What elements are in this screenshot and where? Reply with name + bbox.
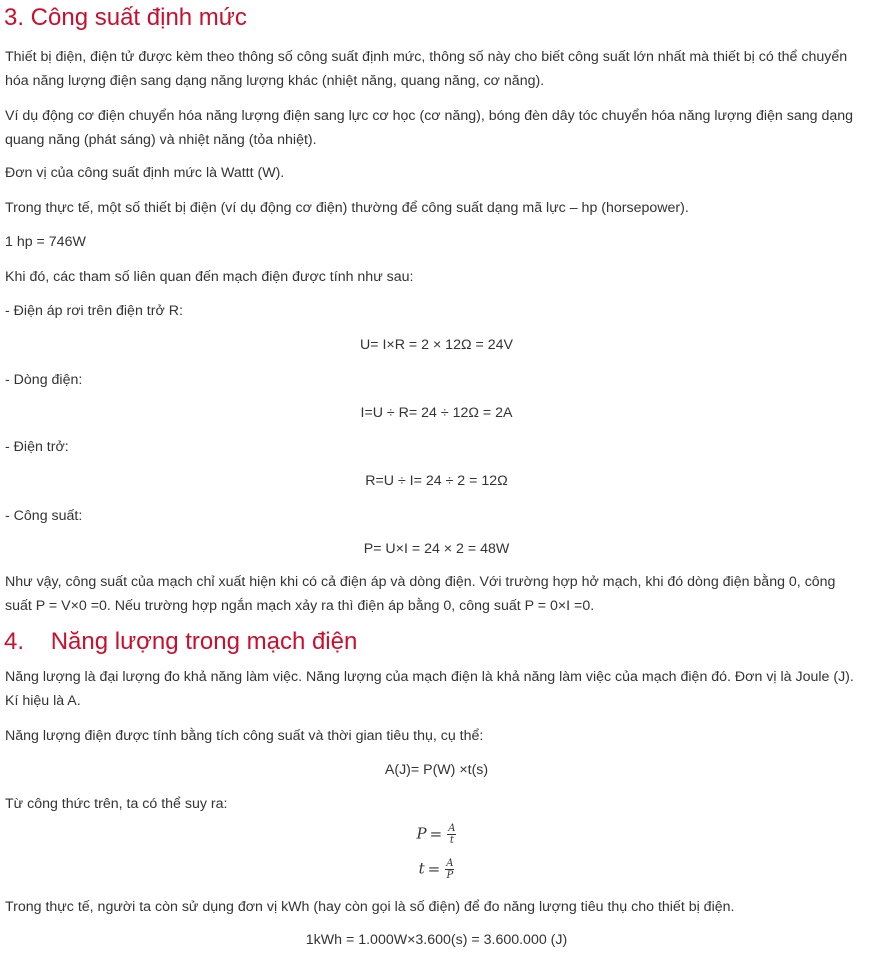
- formula-t-lhs: t: [418, 859, 425, 878]
- equation-voltage: U= I×R = 2 × 12Ω = 24V: [360, 337, 513, 353]
- equation-resistance: R=U ÷ I= 24 ÷ 2 = 12Ω: [365, 473, 508, 489]
- equation-energy: A(J)= P(W) ×t(s): [384, 762, 489, 778]
- paragraph-rated-power-unit: Đơn vị của công suất định mức là Wattt (W).: [5, 165, 285, 181]
- paragraph-rated-power-example: Ví dụ động cơ điện chuyển hóa năng lượng điện sang lực cơ học (cơ năng), bóng đèn dây tóc chuyển hóa năng lượng điện sang dạng quang năng (phát sáng) và nhiệt năng (tỏa nhiệt).: [5, 108, 854, 148]
- paragraph-kwh-unit: Trong thực tế, người ta còn sử dụng đơn vị kWh (hay còn gọi là số điện) để đo năng lượng tiêu thụ cho thiết bị điện.: [5, 899, 735, 915]
- equation-power: P= U×I = 24 × 2 = 48W: [363, 541, 510, 557]
- label-resistance: - Điện trở:: [5, 439, 69, 455]
- section-3-heading: 3. Công suất định mức: [4, 4, 247, 31]
- paragraph-derivation: Từ công thức trên, ta có thể suy ra:: [5, 796, 228, 812]
- formula-p-denominator: t: [449, 835, 454, 846]
- formula-power-from-energy: P = $\frac{A}{t}$: [416, 823, 456, 846]
- equation-kwh: 1kWh = 1.000W×3.600(s) = 3.600.000 (J): [305, 932, 568, 948]
- formula-t-denominator: P: [446, 870, 454, 881]
- equation-current: I=U ÷ R= 24 ÷ 12Ω = 2A: [360, 405, 513, 421]
- paragraph-power-conclusion: Như vậy, công suất của mạch chỉ xuất hiện khi có cả điện áp và dòng điện. Với trường hợp hở mạch, khi đó dòng điện bằng 0, công suất P = V×0 =0. Nếu trường hợp ngắn mạch xảy ra thì điện áp bằng 0, công suất P = 0×I =0.: [5, 574, 836, 614]
- formula-p-fraction: [447, 823, 456, 846]
- formula-p-lhs: P: [416, 824, 427, 843]
- label-power: - Công suất:: [5, 508, 83, 524]
- formula-t-fraction: [445, 858, 454, 881]
- paragraph-parameters-intro: Khi đó, các tham số liên quan đến mạch điện được tính như sau:: [5, 269, 414, 285]
- formula-t-numerator: A: [446, 858, 454, 869]
- paragraph-hp-value: 1 hp = 746W: [5, 234, 86, 250]
- label-voltage-drop: - Điện áp rơi trên điện trở R:: [5, 303, 183, 319]
- paragraph-rated-power-intro: Thiết bị điện, điện tử được kèm theo thông số công suất định mức, thông số này cho biết công suất lớn nhất mà thiết bị có thể chuyển hóa năng lượng điện sang dạng năng lượng khác (nhiệt năng, quang năng, cơ năng).: [5, 49, 848, 89]
- section-4-heading: 4. Năng lượng trong mạch điện: [4, 628, 358, 655]
- formula-time-from-energy: t = $\frac{A}{P}$: [418, 858, 454, 881]
- paragraph-horsepower: Trong thực tế, một số thiết bị điện (ví dụ động cơ điện) thường để công suất dạng mã lực – hp (horsepower).: [5, 200, 689, 216]
- paragraph-energy-calculation: Năng lượng điện được tính bằng tích công suất và thời gian tiêu thụ, cụ thể:: [5, 728, 484, 744]
- formula-p-numerator: A: [448, 823, 456, 834]
- label-current: - Dòng điện:: [5, 372, 83, 388]
- paragraph-energy-definition: Năng lượng là đại lượng đo khả năng làm việc. Năng lượng của mạch điện là khả năng làm việc của mạch điện đó. Đơn vị là Joule (J). Kí hiệu là A.: [5, 669, 854, 709]
